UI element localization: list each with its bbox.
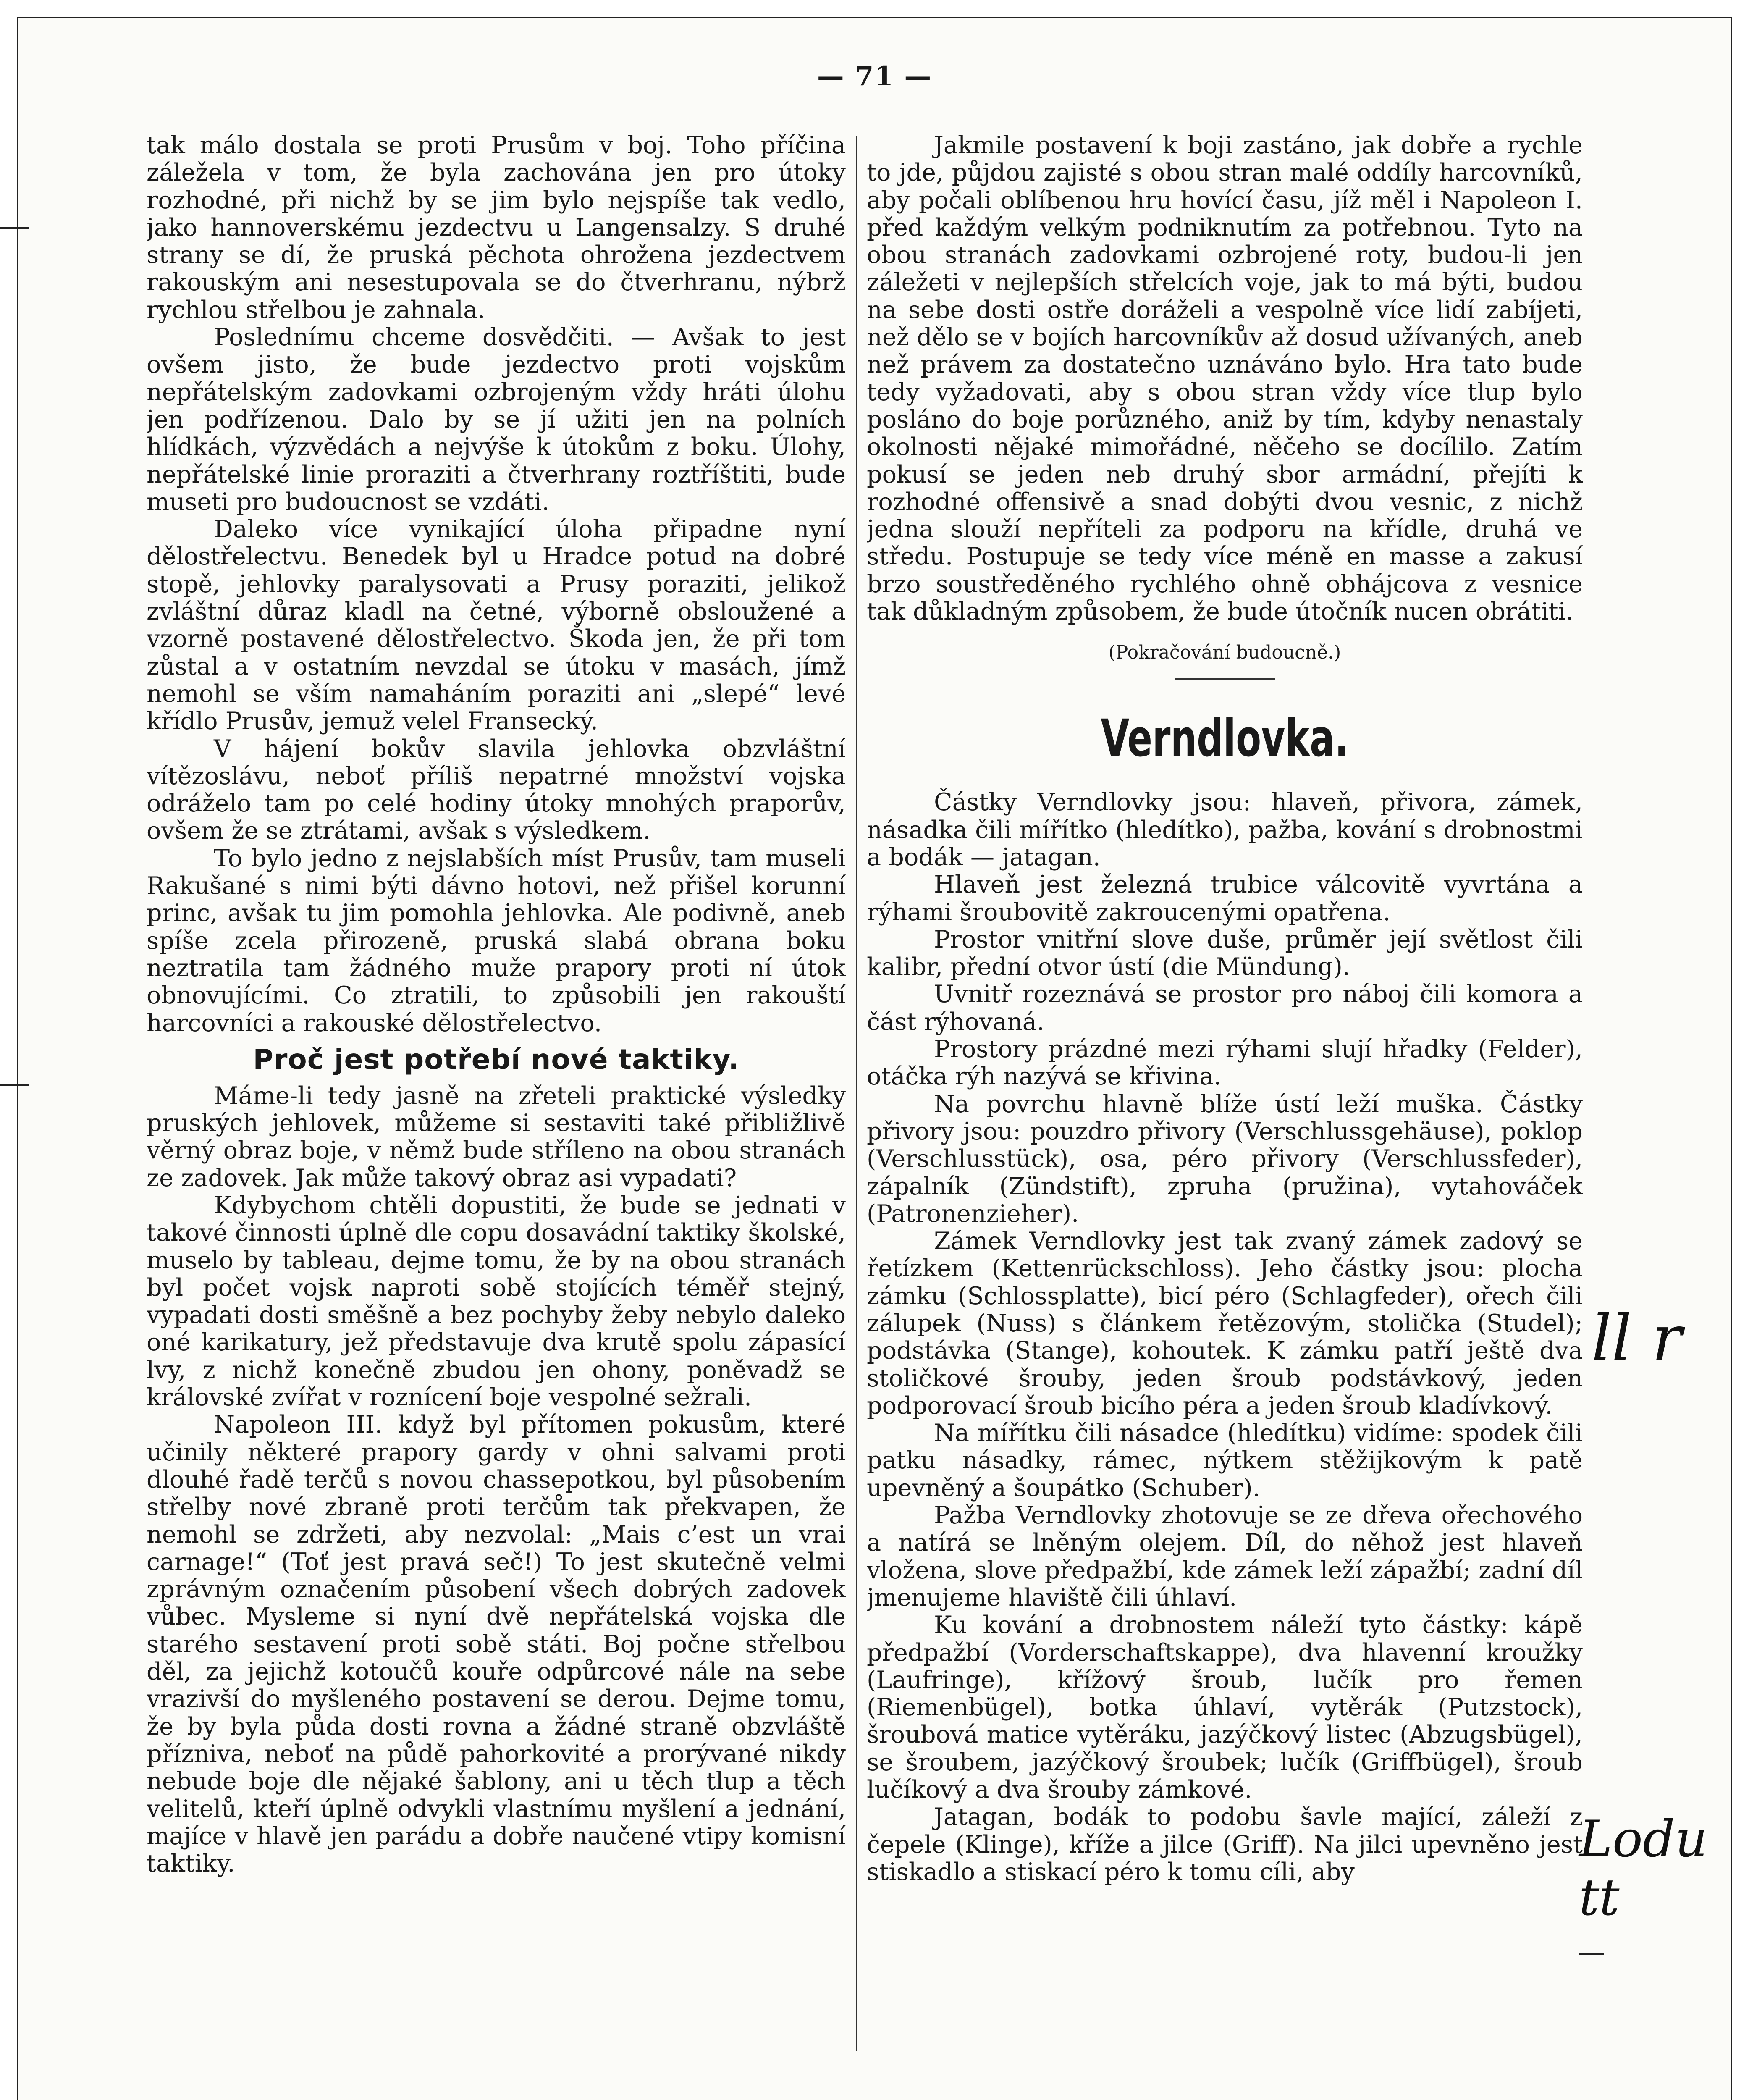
- article-title: Verndlovka.: [1101, 709, 1349, 769]
- left-paragraph-3: Daleko více vynikající úloha připadne nyní dělostřelectvu. Benedek byl u Hradce potud na dobré stopě, jehlovky paralysovati a Prusy poraziti, jelikož zvláštní důraz kladl na četné, výborně obsloužené a vzorně postavené dělostřelectvo. Škoda jen, že při tom zůstal a v ostatním nevzdal se útoku v masách, jímž nemohl se vším namaháním poraziti ani „slepé“ levé křídlo Prusův, jemuž velel Fransecký.: [147, 515, 846, 735]
- column-divider: [856, 136, 857, 2051]
- handwritten-margin-note-2: Lodu tt: [1579, 1810, 1708, 1927]
- right-paragraph-8: Zámek Verndlovky jest tak zvaný zámek zadový se řetízkem (Kettenrückschloss). Jeho částky jsou: plocha zámku (Schlossplatte), bicí péro (Schlagfeder), ořech čili zálupek (Nuss) s článkem řetězovým, stolička (Studel); podstávka (Stange), kohoutek. K zámku patří ještě dva stoličkové šrouby, jeden šroub podstávkový, jeden podporovací šroub bicího péra a jeden šroub kladívkový.: [867, 1227, 1583, 1420]
- section-heading: Proč jest potřebí nové taktiky.: [253, 1043, 739, 1076]
- right-paragraph-1: Jakmile postavení k boji zastáno, jak dobře a rychle to jde, půjdou zajisté s obou stran malé oddíly harcovníků, aby počali oblíbenou hru hovící času, jíž měl i Napoleon I. před každým velkým podniknutím za potřebnou. Tyto na obou stranách zadovkami ozbrojené roty, budou-li jen záležeti v nejlepších střelcích voje, jak to má býti, budou na sebe dosti ostře doráželi a vespolně více lidí zabíjeti, než dělo se v bojích harcovníkův až dosud užívaných, aneb než právem za dostatečno uznáváno bylo. Hra tato bude tedy vyžadovati, aby s obou stran vždy více tlup bylo posláno do boje porůzného, aniž by tím, kdyby nenastaly okolnosti nějaké mimořádné, něčeho se docílilo. Zatím pokusí se jeden neb druhý sbor armádní, přejíti k rozhodné offensivě a snad dobýti dvou vesnic, z nichž jedna slouží nepříteli za podporu na křídle, druhá ve středu. Postupuje se tedy více méně en masse a zakusí brzo soustředěného rychlého ohně obhájcova z vesnice tak důkladným způsobem, že bude útočník nucen obrátiti.: [867, 132, 1583, 626]
- left-paragraph-8: Napoleon III. když byl přítomen pokusům, které učinily některé prapory gardy v ohni salvami proti dlouhé řadě terčů s novou chassepotkou, byl působením střelby nové zbraně proti terčům tak překvapen, že nemohl se zdržeti, aby nezvolal: „Mais c’est un vrai carnage!“ (Toť jest pravá seč!) To jest skutečně velmi zprávným označením působení všech dobrých zadovek vůbec. Mysleme si nyní dvě nepřátelská vojska dle starého sestavení proti sobě státi. Boj počne střelbou děl, za jejichž kotoučů kouře odpůrcové nále na sebe vrazivší do myšleného postavení se derou. Dejme tomu, že by byla půda dosti rovna a žádné straně obzvláště přízniva, neboť na půdě pahorkovité a prorývané nikdy nebude boje dle nějaké šablony, ani u těch tlup a těch velitelů, kteří úplně odvykli vlastnímu myšlení a jednání, majíce v hlavě jen parádu a dobře naučené vtipy komisní taktiky.: [147, 1411, 846, 1878]
- handwritten-margin-note: ll r: [1592, 1302, 1682, 1375]
- right-paragraph-7: Na povrchu hlavně blíže ústí leží muška. Částky přivory jsou: pouzdro přivory (Verschlussgehäuse), poklop (Verschlusstück), osa, péro přivory (Verschlussfeder), zápalník (Zündstift), zpruha (pružina), vytahováček (Patronenzieher).: [867, 1090, 1583, 1228]
- right-paragraph-9: Na mířítku čili násadce (hledítku) vidíme: spodek čili patku násadky, rámec, nýtkem stěžijkovým k patě upevněný a šoupátko (Schuber).: [867, 1419, 1583, 1502]
- left-column: [147, 132, 846, 2072]
- right-column: [867, 132, 1583, 2072]
- left-paragraph-6: Máme-li tedy jasně na zřeteli praktické výsledky pruských jehlovek, můžeme si sestaviti také přibližlivě věrný obraz boje, v němž bude stříleno na obou stranách ze zadovek. Jak může takový obraz asi vypadati?: [147, 1082, 846, 1192]
- left-paragraph-7: Kdybychom chtěli dopustiti, že bude se jednati v takové činnosti úplně dle copu dosavádní taktiky školské, muselo by tableau, dejme tomu, že by na obou stranách byl počet vojsk naproti sobě stojících téměř stejný, vypadati dosti směšně a bez pochyby žeby nebylo daleko oné karikatury, jež představuje dva krutě spolu zápasící lvy, z nichž konečně zbudou jen ohony, poněvadž se královské zvířat v roznícení boje vespolné sežrali.: [147, 1191, 846, 1412]
- right-paragraph-10: Pažba Verndlovky zhotovuje se ze dřeva ořechového a natírá se lněným olejem. Díl, do něhož jest hlaveň vložena, slove předpažbí, kde zámek leží zápažbí; zadní díl jmenujeme hlaviště čili úhlaví.: [867, 1502, 1583, 1612]
- right-paragraph-6: Prostory prázdné mezi rýhami slují hřadky (Felder), otáčka rýh nazývá se křivina.: [867, 1035, 1583, 1091]
- right-paragraph-2: Částky Verndlovky jsou: hlaveň, přivora, zámek, násadka čili mířítko (hledítko), pažba, kování s drobnostmi a bodák — jatagan.: [867, 788, 1583, 871]
- margin-tick-mark-3: [1579, 1953, 1604, 1955]
- right-paragraph-4: Prostor vnitřní slove duše, průměr její světlost čili kalibr, přední otvor ústí (die Mündung).: [867, 925, 1583, 981]
- right-paragraph-12: Jatagan, bodák to podobu šavle mající, záleží z čepele (Klinge), kříže a jilce (Griff). Na jilci upevněno jest stiskadlo a stiskací péro k tomu cíli, aby: [867, 1803, 1583, 1886]
- right-paragraph-11: Ku kování a drobnostem náleží tyto částky: kápě předpažbí (Vorderschaftskappe), dva hlavenní kroužky (Laufringe), křížový šroub, lučík pro řemen (Riemenbügel), botka úhlaví, vytěrák (Putzstock), šroubová matice vytěráku, jazýčkový listec (Abzugsbügel), se šroubem, jazýčkový šroubek; lučík (Griffbügel), šroub lučíkový a dva šrouby zámkové.: [867, 1611, 1583, 1804]
- left-paragraph-1: tak málo dostala se proti Prusům v boj. Toho příčina záležela v tom, že byla zachována jen pro útoky rozhodné, při nichž by se jim bylo nejspíše tak vedlo, jako hannoverskému jezdectvu u Langensalzy. S druhé strany se dí, že pruská pěchota ohrožena jezdectvem rakouským ani nesestupovala se do čtverhranu, nýbrž rychlou střelbou je zahnala.: [147, 132, 846, 324]
- continuation-note: (Pokračování budoucně.): [1108, 642, 1341, 664]
- page-number: — 71 —: [817, 60, 932, 92]
- margin-tick-mark: [0, 227, 29, 229]
- left-paragraph-4: V hájení bokův slavila jehlovka obzvláštní vítězoslávu, neboť příliš nepatrné množství vojska odráželo tam po celé hodiny útoky mnohých praporův, ovšem že se ztrátami, avšak s výsledkem.: [147, 735, 846, 845]
- printed-page: [17, 17, 1732, 2100]
- left-paragraph-2: Poslednímu chceme dosvědčiti. — Avšak to jest ovšem jisto, že bude jezdectvo proti vojskům nepřátelským zadovkami ozbrojeným vždy hráti úlohu jen podřízenou. Dalo by se jí užiti jen na polních hlídkách, výzvědách a nejvýše k útokům z boku. Úlohy, nepřátelské linie proraziti a čtverhrany roztříštiti, bude museti pro budoucnost se vzdáti.: [147, 323, 846, 516]
- short-divider: [1175, 678, 1275, 680]
- right-paragraph-5: Uvnitř rozeznává se prostor pro náboj čili komora a část rýhovaná.: [867, 980, 1583, 1036]
- margin-tick-mark-2: [0, 1084, 29, 1086]
- left-paragraph-5: To bylo jedno z nejslabších míst Prusův, tam museli Rakušané s nimi býti dávno hotovi, než přišel korunní princ, avšak tu jim pomohla jehlovka. Ale podivně, aneb spíše zcela přirozeně, pruská slabá obrana boku neztratila tam žádného muže prapory proti ní útok obnovujícími. Co ztratili, to způsobili jen rakouští harcovníci a rakouské dělostřelectvo.: [147, 844, 846, 1037]
- right-paragraph-3: Hlaveň jest železná trubice válcovitě vyvrtána a rýhami šroubovitě zakroucenými opatřena.: [867, 871, 1583, 926]
